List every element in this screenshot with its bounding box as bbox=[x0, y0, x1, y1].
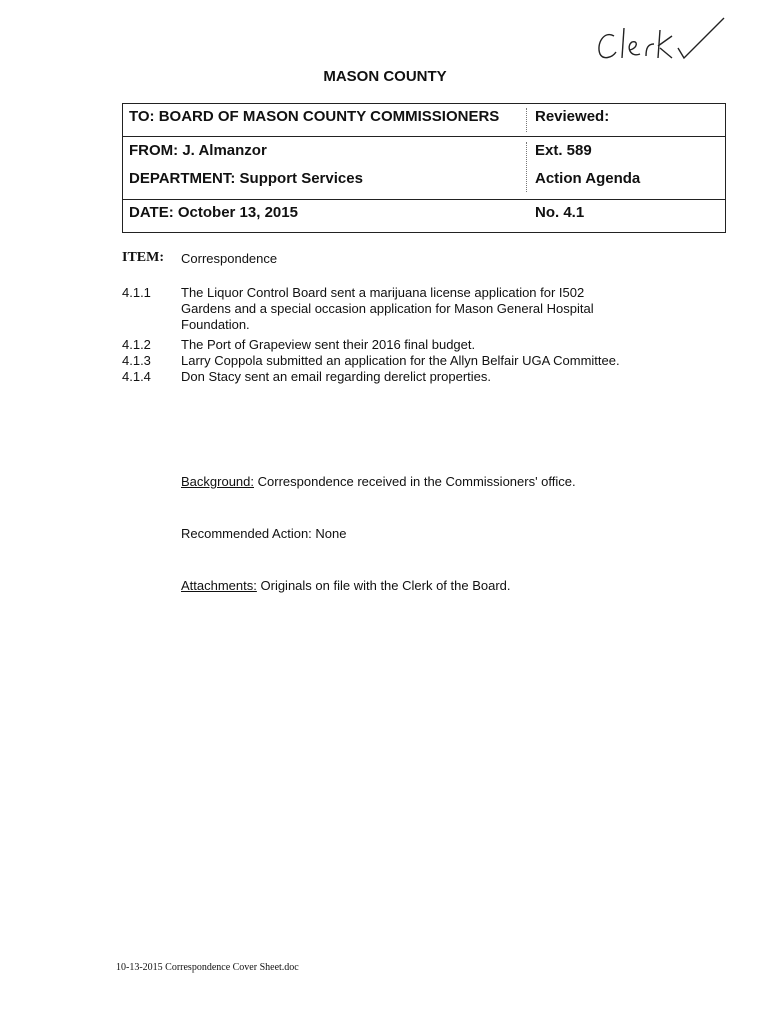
entry-text: Don Stacy sent an email regarding derelict properties. bbox=[181, 369, 491, 384]
attachments-label: Attachments: bbox=[181, 578, 257, 593]
header-table bbox=[122, 103, 726, 233]
action-field: Action Agenda bbox=[535, 170, 641, 187]
reviewed-field: Reviewed: bbox=[535, 108, 610, 125]
recommended-line bbox=[181, 526, 347, 541]
attachments-text: Originals on file with the Clerk of the Board. bbox=[260, 578, 511, 593]
entry-text: Larry Coppola submitted an application for the Allyn Belfair UGA Committee. bbox=[181, 353, 620, 368]
item-label: ITEM: bbox=[122, 250, 164, 265]
from-field: FROM: J. Almanzor bbox=[129, 142, 267, 159]
entry-number: 4.1.4 bbox=[122, 369, 151, 384]
county-title: MASON COUNTY bbox=[323, 68, 447, 85]
entry-number: 4.1.2 bbox=[122, 337, 151, 352]
department-field: DEPARTMENT: Support Services bbox=[129, 170, 363, 187]
footer-filename: 10-13-2015 Correspondence Cover Sheet.doc bbox=[116, 962, 299, 973]
ext-field: Ext. 589 bbox=[535, 142, 592, 159]
handwritten-clerk-note bbox=[586, 8, 736, 68]
entry-number: 4.1.1 bbox=[122, 285, 151, 300]
entry-text: The Liquor Control Board sent a marijuana license application for I502 Gardens and a special occasion application for Mason General Hospital Foundation. bbox=[181, 285, 594, 332]
to-field: TO: BOARD OF MASON COUNTY COMMISSIONERS bbox=[129, 108, 500, 125]
background-label: Background: bbox=[181, 474, 254, 489]
column-divider bbox=[526, 108, 527, 132]
recommended-text: None bbox=[315, 526, 347, 541]
date-field: DATE: October 13, 2015 bbox=[129, 204, 298, 221]
row-divider bbox=[123, 199, 725, 200]
entry-number: 4.1.3 bbox=[122, 353, 151, 368]
entry-text: The Port of Grapeview sent their 2016 final budget. bbox=[181, 337, 476, 352]
row-divider bbox=[123, 136, 725, 137]
column-divider bbox=[526, 142, 527, 192]
agenda-number: No. 4.1 bbox=[535, 204, 585, 221]
item-title: Correspondence bbox=[181, 251, 278, 266]
attachments-line bbox=[181, 578, 511, 593]
background-text: Correspondence received in the Commissioners' office. bbox=[257, 474, 576, 489]
background-line bbox=[181, 474, 576, 489]
recommended-label: Recommended Action: bbox=[181, 526, 312, 541]
